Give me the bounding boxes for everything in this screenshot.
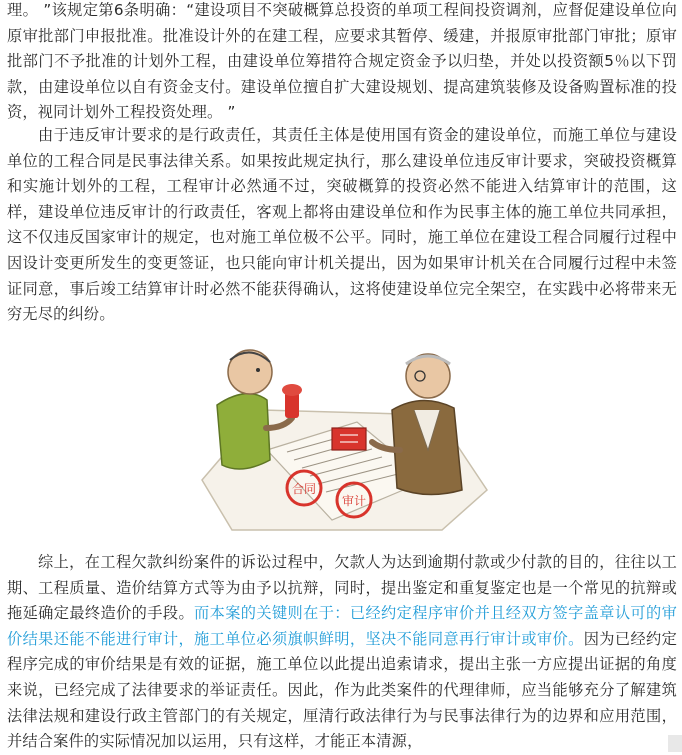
conclusion-text-start: 综上，在工程欠款纠纷案件的诉讼过程中，欠款人为达到逾期付款或少付款的目的，往往以工期、工程质量、造价结算方式等为由予以抗辩，同时，提出鉴定和重复鉴定也是一个常见的抗辩或拖延确定最终造价的手段。 <box>7 553 677 623</box>
seal-left-text: 合同 <box>291 482 317 496</box>
seal-right-text: 审计 <box>341 494 367 508</box>
conclusion-text-end: 因为已经约定程序完成的审价结果是有效的证据，施工单位以此提出追索请求，提出主张一方应提出证据的角度来说，已经完成了法律要求的举证责任。因此，作为此类案件的代理律师，应当能够充分了解建筑法律法规和建设行政主管部门的有关规定，厘清行政法律行为与民事法律行为的边界和应用范围，并结合案件的实际情况加以运用，只有这样，才能正本清源， <box>7 629 678 751</box>
scrollbar-corner[interactable] <box>668 735 682 752</box>
illustration-graphic <box>192 330 492 542</box>
paragraph-conclusion <box>7 550 677 755</box>
illustration-contract-signing <box>192 330 492 542</box>
conclusion-key-point-highlight: 而本案的关键则在于：已经约定程序审价并且经双方签字盖章认可的审价结果还能不能进行审计，施工单位必须旗帜鲜明，坚决不能同意再行审计或审价。 <box>7 604 677 648</box>
paragraph-audit-responsibility: 由于违反审计要求的是行政责任，其责任主体是使用国有资金的建设单位，而施工单位与建设单位的工程合同是民事法律关系。如果按此规定执行，那么建设单位违反审计要求，突破投资概算和实施计划外的工程，工程审计必然通不过，突破概算的投资必然不能进入结算审计的范围，这样，建设单位违反审计的行政责任，客观上都将由建设单位和作为民事主体的施工单位共同承担，这不仅违反国家审计的规定，也对施工单位极不公平。同时，施工单位在建设工程合同履行过程中因设计变更所发生的变更签证，也只能向审计机关提出，因为如果审计机关在合同履行过程中未签证同意，事后竣工结算审计时必然不能获得确认，这将使建设单位完全架空，在实践中必将带来无穷无尽的纠纷。 <box>7 126 677 324</box>
paragraph-regulation-quote: 理。 ”该规定第6条明确：“建设项目不突破概算总投资的单项工程间投资调剂，应督促建设单位向原审批部门申报批准。批准设计外的在建工程，应要求其暂停、缓建，并报原审批部门审批；原审批部门不予批准的计划外工程，由建设单位筹措符合规定资金予以归垫，并处以投资额5％以下罚款，由建设单位以自有资金支付。建设单位擅自扩大建设规划、提高建筑装修及设备购置标准的投资，视同计划外工程投资处理。 ” <box>7 1 677 122</box>
